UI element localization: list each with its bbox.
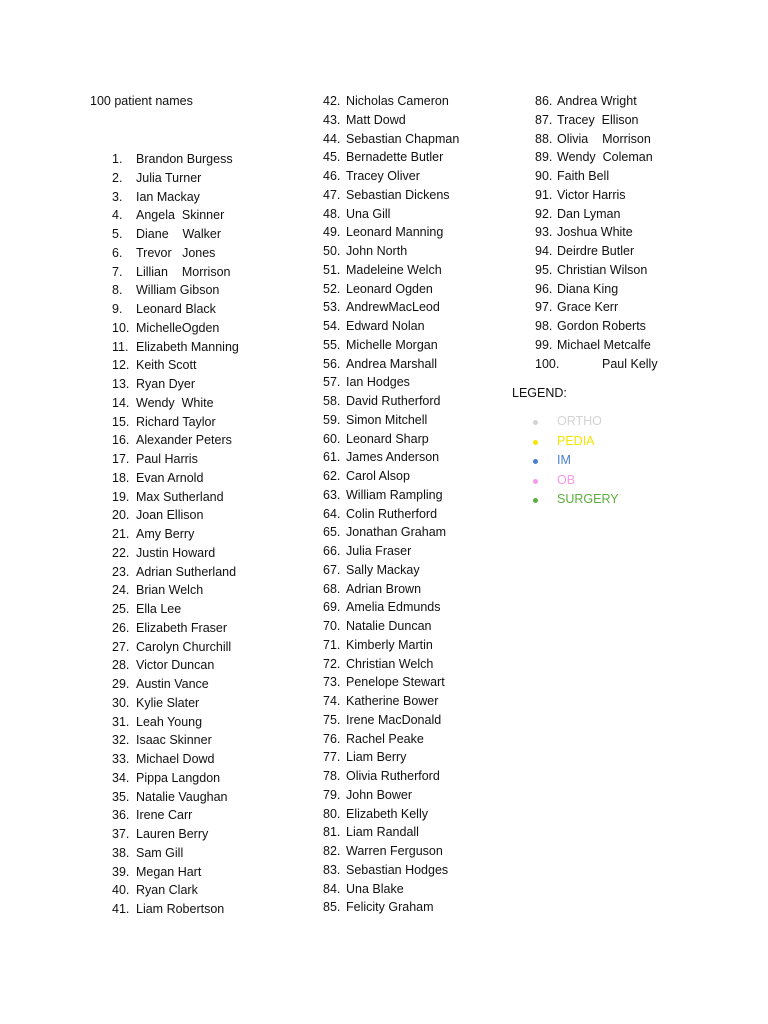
patient-number: 50. xyxy=(323,244,341,258)
patient-number: 8. xyxy=(112,283,123,298)
patient-number: 81. xyxy=(323,825,341,840)
patient-name: Joshua White xyxy=(557,225,633,240)
patient-name: Kimberly Martin xyxy=(346,637,433,652)
legend-label: IM xyxy=(557,453,571,467)
patient-name: Grace Kerr xyxy=(557,300,619,315)
patient-name: Christian Welch xyxy=(346,656,434,671)
patient-number: 30. xyxy=(112,695,130,710)
patient-number: 38. xyxy=(112,845,130,860)
patient-number: 35. xyxy=(112,789,130,804)
patient-number: 99. xyxy=(535,337,553,352)
patient-name: Christian Wilson xyxy=(557,262,648,277)
patient-name: Olivia Rutherford xyxy=(346,769,440,783)
patient-number: 10. xyxy=(112,320,130,335)
patient-name: Deirdre Butler xyxy=(557,244,635,258)
patient-number: 69. xyxy=(323,600,341,615)
patient-number: 58. xyxy=(323,394,341,408)
legend-label: PEDIA xyxy=(557,433,595,448)
patient-name: William Gibson xyxy=(136,283,220,298)
patient-number: 15. xyxy=(112,414,130,429)
patient-name: Michael Metcalfe xyxy=(557,337,651,352)
patient-name: Isaac Skinner xyxy=(136,733,212,748)
patient-number: 67. xyxy=(323,562,341,577)
patient-number: 100. xyxy=(535,356,560,371)
patient-name: Dan Lyman xyxy=(557,206,621,221)
patient-number: 29. xyxy=(112,677,130,691)
patient-name: Natalie Vaughan xyxy=(136,789,228,804)
patient-number: 71. xyxy=(323,637,341,652)
patient-number: 26. xyxy=(112,620,130,635)
patient-number: 93. xyxy=(535,225,553,240)
patient-name: Joan Ellison xyxy=(136,508,204,523)
patient-name: Leah Young xyxy=(136,714,203,729)
patient-name: Elizabeth Kelly xyxy=(346,806,428,821)
patient-name: AndrewMacLeod xyxy=(346,300,440,315)
patient-name: Lauren Berry xyxy=(136,827,209,841)
bullet-icon xyxy=(533,498,538,503)
patient-name: David Rutherford xyxy=(346,394,441,408)
patient-name: Felicity Graham xyxy=(346,900,434,915)
patient-name: Jonathan Graham xyxy=(346,525,447,540)
patient-number: 41. xyxy=(112,902,130,916)
patient-number: 73. xyxy=(323,675,341,690)
patient-number: 4. xyxy=(112,208,123,223)
patient-name: Keith Scott xyxy=(136,358,197,373)
patient-name: Megan Hart xyxy=(136,864,202,879)
patient-number: 70. xyxy=(323,619,341,633)
patient-name: Faith Bell xyxy=(557,169,610,183)
patient-name: Colin Rutherford xyxy=(346,506,438,521)
patient-number: 3. xyxy=(112,189,123,204)
patient-number: 17. xyxy=(112,452,130,466)
patient-name: Adrian Sutherland xyxy=(136,564,237,579)
patient-number: 97. xyxy=(535,300,553,315)
patient-number: 61. xyxy=(323,450,341,465)
patient-number: 83. xyxy=(323,862,341,877)
patient-name: Victor Duncan xyxy=(136,658,215,673)
patient-number: 76. xyxy=(323,731,341,746)
patient-name: Paul Harris xyxy=(136,452,198,466)
bullet-icon xyxy=(533,440,538,445)
patient-number: 43. xyxy=(323,112,341,127)
patient-number: 33. xyxy=(112,752,130,766)
patient-number: 96. xyxy=(535,281,553,296)
patient-number: 37. xyxy=(112,827,130,841)
patient-number: 23. xyxy=(112,564,130,579)
patient-number: 20. xyxy=(112,508,130,523)
patient-name: Alexander Peters xyxy=(136,433,232,448)
patient-name: Warren Ferguson xyxy=(346,844,443,858)
patient-name: Edward Nolan xyxy=(346,319,425,333)
patient-number: 87. xyxy=(535,112,553,127)
patient-number: 52. xyxy=(323,281,341,296)
patient-number: 44. xyxy=(323,131,341,146)
patient-name: Carolyn Churchill xyxy=(136,639,232,654)
patient-name: Sam Gill xyxy=(136,845,184,860)
patient-number: 31. xyxy=(112,714,130,729)
patient-number: 48. xyxy=(323,206,341,221)
patient-number: 28. xyxy=(112,658,130,673)
patient-name: Amelia Edmunds xyxy=(346,600,441,615)
patient-number: 19. xyxy=(112,489,130,504)
patient-number: 34. xyxy=(112,770,130,785)
patient-name: Tracey Ellison xyxy=(557,112,639,127)
legend-label: ORTHO xyxy=(557,414,602,428)
patient-name: Diane Walker xyxy=(136,227,221,241)
patient-name: Julia Fraser xyxy=(346,544,412,558)
patient-number: 68. xyxy=(323,581,341,596)
patient-number: 65. xyxy=(323,525,341,540)
patient-name: Liam Robertson xyxy=(136,902,225,916)
patient-number: 90. xyxy=(535,169,553,183)
patient-name: Victor Harris xyxy=(557,187,626,202)
patient-number: 91. xyxy=(535,187,553,202)
patient-number: 59. xyxy=(323,412,341,427)
patient-number: 13. xyxy=(112,377,130,391)
patient-name: Leonard Sharp xyxy=(346,431,429,446)
patient-number: 74. xyxy=(323,694,341,708)
patient-number: 9. xyxy=(112,302,123,316)
patient-number: 66. xyxy=(323,544,341,558)
patient-number: 88. xyxy=(535,131,553,146)
patient-name: Sebastian Chapman xyxy=(346,131,460,146)
patient-number: 7. xyxy=(112,264,123,279)
patient-number: 49. xyxy=(323,225,341,240)
patient-number: 57. xyxy=(323,375,341,390)
patient-name: Wendy White xyxy=(136,395,214,410)
patient-name: Penelope Stewart xyxy=(346,675,445,690)
patient-name: Andrea Marshall xyxy=(346,356,438,371)
patient-number: 62. xyxy=(323,469,341,483)
patient-name: Evan Arnold xyxy=(136,470,204,485)
patient-number: 55. xyxy=(323,337,341,352)
patient-name: Sebastian Hodges xyxy=(346,862,449,877)
patient-name: Rachel Peake xyxy=(346,731,424,746)
patient-number: 80. xyxy=(323,806,341,821)
bullet-icon xyxy=(533,420,538,425)
patient-name: Una Blake xyxy=(346,881,404,896)
patient-name: Brandon Burgess xyxy=(136,152,233,166)
patient-name: Trevor Jones xyxy=(136,245,216,260)
patient-number: 36. xyxy=(112,808,130,823)
patient-name: Elizabeth Fraser xyxy=(136,620,228,635)
patient-name: Andrea Wright xyxy=(557,94,637,108)
patient-number: 51. xyxy=(323,262,341,277)
patient-name: Irene MacDonald xyxy=(346,712,442,727)
patient-name: Irene Carr xyxy=(136,808,193,823)
patient-number: 86. xyxy=(535,94,553,108)
patient-number: 42. xyxy=(323,94,341,108)
patient-number: 63. xyxy=(323,487,341,502)
patient-number: 22. xyxy=(112,545,130,560)
patient-name: Leonard Manning xyxy=(346,225,444,240)
patient-name: Paul Kelly xyxy=(602,356,658,371)
patient-number: 98. xyxy=(535,319,553,333)
patient-name: Simon Mitchell xyxy=(346,412,428,427)
patient-name: Pippa Langdon xyxy=(136,770,221,785)
patient-name: Madeleine Welch xyxy=(346,262,442,277)
patient-number: 40. xyxy=(112,883,130,898)
patient-name: James Anderson xyxy=(346,450,440,465)
patient-name: Ryan Clark xyxy=(136,883,198,898)
patient-number: 47. xyxy=(323,187,341,202)
patient-number: 21. xyxy=(112,527,130,541)
patient-name: Wendy Coleman xyxy=(557,150,653,165)
patient-name: John North xyxy=(346,244,408,258)
patient-name: Una Gill xyxy=(346,206,391,221)
patient-name: Sebastian Dickens xyxy=(346,187,450,202)
bullet-icon xyxy=(533,459,538,464)
patient-name: Ella Lee xyxy=(136,602,182,616)
patient-number: 32. xyxy=(112,733,130,748)
patient-number: 82. xyxy=(323,844,341,858)
patient-number: 2. xyxy=(112,170,123,185)
patient-name: Adrian Brown xyxy=(346,581,422,596)
patient-number: 85. xyxy=(323,900,341,915)
patient-name: Julia Turner xyxy=(136,170,202,185)
patient-name: Sally Mackay xyxy=(346,562,420,577)
patient-name: Ian Hodges xyxy=(346,375,410,390)
patient-number: 46. xyxy=(323,169,341,183)
patient-name: Austin Vance xyxy=(136,677,209,691)
legend-label: SURGERY xyxy=(557,492,619,506)
patient-name: Natalie Duncan xyxy=(346,619,432,633)
patient-name: Liam Randall xyxy=(346,825,419,840)
patient-number: 79. xyxy=(323,787,341,802)
patient-number: 84. xyxy=(323,881,341,896)
patient-number: 6. xyxy=(112,245,123,260)
patient-name: Olivia Morrison xyxy=(557,131,651,146)
bullet-icon xyxy=(533,479,538,484)
patient-number: 89. xyxy=(535,150,553,165)
patient-name: Katherine Bower xyxy=(346,694,439,708)
patient-number: 25. xyxy=(112,602,130,616)
patient-number: 72. xyxy=(323,656,341,671)
patient-name: Gordon Roberts xyxy=(557,319,646,333)
patient-name: Brian Welch xyxy=(136,583,204,598)
patient-name: Kylie Slater xyxy=(136,695,200,710)
patient-name: MichelleOgden xyxy=(136,320,220,335)
patient-number: 77. xyxy=(323,750,341,765)
patient-name: Nicholas Cameron xyxy=(346,94,449,108)
patient-name: Elizabeth Manning xyxy=(136,339,239,354)
patient-number: 53. xyxy=(323,300,341,315)
patient-name: Liam Berry xyxy=(346,750,407,765)
patient-number: 60. xyxy=(323,431,341,446)
patient-number: 45. xyxy=(323,150,341,165)
patient-name: Tracey Oliver xyxy=(346,169,420,183)
patient-name: Matt Dowd xyxy=(346,112,406,127)
legend-label: OB xyxy=(557,472,576,487)
patient-number: 14. xyxy=(112,395,130,410)
patient-number: 1. xyxy=(112,152,123,166)
patient-name: Angela Skinner xyxy=(136,208,225,223)
patient-number: 64. xyxy=(323,506,341,521)
patient-number: 56. xyxy=(323,356,341,371)
patient-name: Ryan Dyer xyxy=(136,377,196,391)
patient-number: 18. xyxy=(112,470,130,485)
patient-name: Amy Berry xyxy=(136,527,195,541)
patient-name: Ian Mackay xyxy=(136,189,200,204)
patient-name: Richard Taylor xyxy=(136,414,216,429)
patient-name: Michael Dowd xyxy=(136,752,215,766)
patient-name: John Bower xyxy=(346,787,413,802)
patient-number: 94. xyxy=(535,244,553,258)
patient-name: Max Sutherland xyxy=(136,489,224,504)
patient-name: Leonard Ogden xyxy=(346,281,433,296)
patient-name: Michelle Morgan xyxy=(346,337,438,352)
patient-number: 95. xyxy=(535,262,553,277)
patient-number: 27. xyxy=(112,639,130,654)
patient-name: Bernadette Butler xyxy=(346,150,444,165)
patient-name: Leonard Black xyxy=(136,302,216,316)
patient-number: 75. xyxy=(323,712,341,727)
patient-number: 54. xyxy=(323,319,341,333)
patient-name: Diana King xyxy=(557,281,619,296)
legend-title: LEGEND: xyxy=(512,386,567,400)
patient-name: Justin Howard xyxy=(136,545,216,560)
patient-name: Carol Alsop xyxy=(346,469,410,483)
patient-number: 12. xyxy=(112,358,130,373)
patient-name: William Rampling xyxy=(346,487,443,502)
patient-number: 92. xyxy=(535,206,553,221)
patient-number: 16. xyxy=(112,433,130,448)
patient-number: 39. xyxy=(112,864,130,879)
patient-number: 78. xyxy=(323,769,341,783)
patient-name: Lillian Morrison xyxy=(136,264,231,279)
page-title: 100 patient names xyxy=(90,94,193,108)
patient-number: 11. xyxy=(112,339,129,354)
patient-number: 5. xyxy=(112,227,123,241)
patient-number: 24. xyxy=(112,583,130,598)
